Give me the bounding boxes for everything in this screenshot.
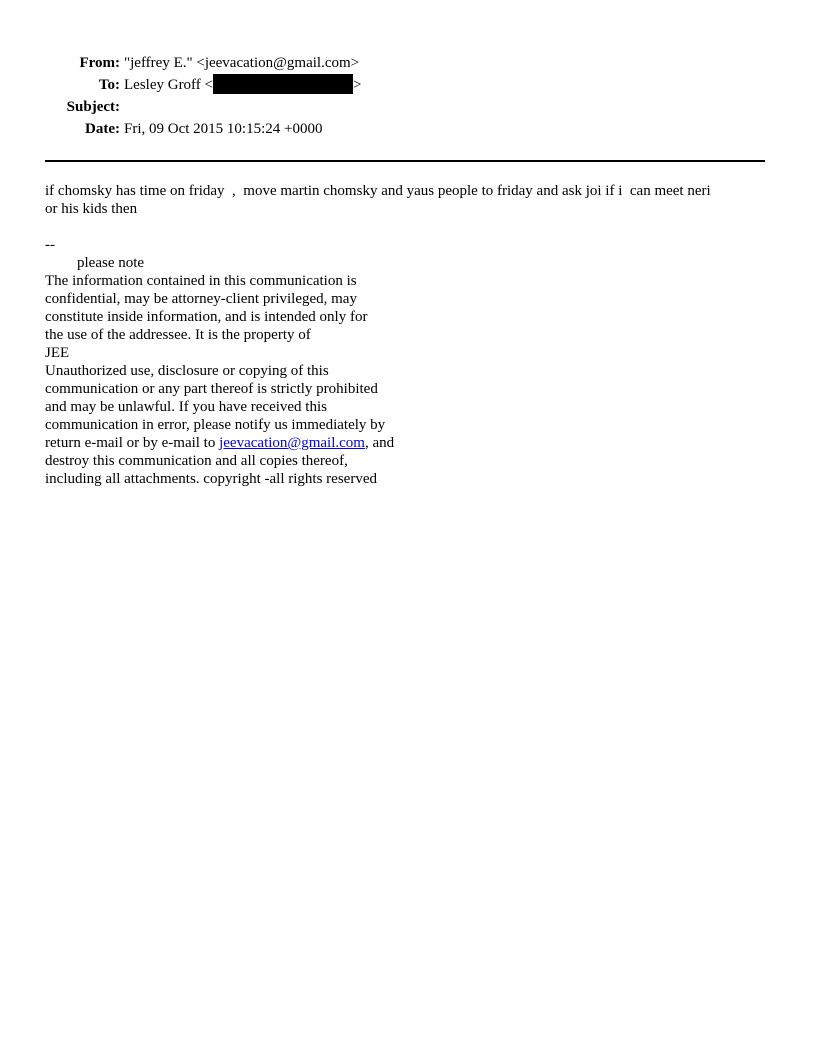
from-row	[0, 52, 816, 74]
date-label: Date:	[85, 121, 120, 137]
disclaimer-line: the use of the addressee. It is the property of	[45, 327, 311, 343]
email-header	[0, 52, 816, 140]
date-row	[0, 118, 816, 140]
return-suffix: , and	[364, 435, 395, 451]
date-value: Fri, 09 Oct 2015 10:15:24 +0000	[124, 121, 323, 137]
disclaimer-line: JEE	[45, 345, 70, 361]
message-line-1: if chomsky has time on friday , move martin chomsky and yaus people to friday and ask joi if i can meet neri	[45, 183, 711, 199]
to-row	[0, 74, 816, 96]
to-close: >	[353, 77, 362, 93]
disclaimer	[45, 272, 765, 488]
header-divider	[45, 160, 765, 162]
disclaimer-line: and may be unlawful. If you have received this	[45, 399, 327, 415]
disclaimer-line: destroy this communication and all copies thereof,	[45, 453, 348, 469]
to-name: Lesley Groff <	[124, 77, 213, 93]
subject-label: Subject:	[66, 99, 120, 115]
to-value	[124, 74, 361, 96]
disclaimer-line: confidential, may be attorney-client privileged, may	[45, 291, 357, 307]
redaction-box	[213, 74, 353, 94]
email-link[interactable]: jeevacation@gmail.com	[219, 435, 365, 451]
return-prefix: return e-mail or by e-mail to	[45, 435, 220, 451]
blank-line	[45, 218, 765, 236]
disclaimer-line: communication in error, please notify us immediately by	[45, 417, 386, 433]
signature-separator: --	[45, 237, 55, 253]
email-body	[45, 182, 765, 488]
disclaimer-line-with-link	[45, 434, 765, 452]
from-value: "jeffrey E." <jeevacation@gmail.com>	[124, 55, 360, 71]
disclaimer-line: communication or any part thereof is strictly prohibited	[45, 381, 378, 397]
to-label: To:	[98, 77, 120, 93]
disclaimer-line: constitute inside information, and is intended only for	[45, 309, 368, 325]
message-line-2: or his kids then	[45, 201, 138, 217]
subject-row	[0, 96, 816, 118]
disclaimer-line: including all attachments. copyright -all rights reserved	[45, 471, 377, 487]
please-note: please note	[77, 255, 145, 271]
from-label: From:	[79, 55, 120, 71]
disclaimer-line: The information contained in this communication is	[45, 273, 357, 289]
disclaimer-line: Unauthorized use, disclosure or copying of this	[45, 363, 329, 379]
